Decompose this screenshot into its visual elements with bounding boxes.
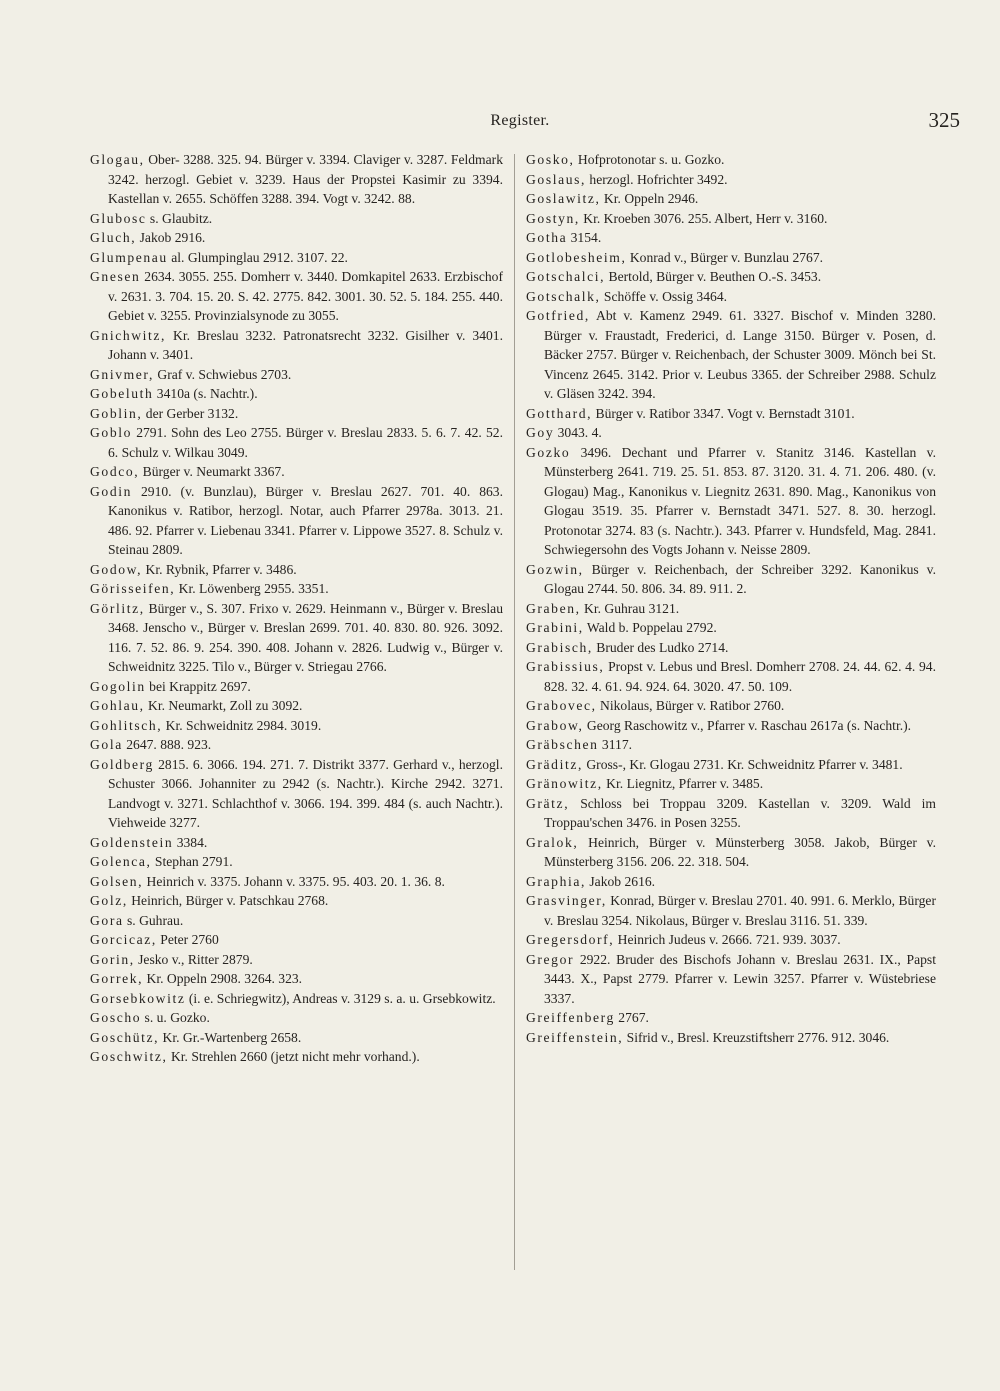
index-entry [90, 735, 503, 755]
entry-text: 2647. 888. 923. [122, 737, 212, 752]
entry-text: Bürger v. Neumarkt 3367. [139, 464, 285, 479]
entry-text: Kr. Kroeben 3076. 255. Albert, Herr v. 3160. [579, 210, 828, 226]
index-entry [90, 950, 503, 970]
index-entry [90, 872, 503, 892]
entry-text: Kr. Neumarkt, Zoll zu 3092. [144, 698, 303, 713]
entry-headword: Gohlau, [90, 698, 145, 713]
entry-text: Gross-, Kr. Glogau 2731. Kr. Schweidnitz Pfarrer v. 3481. [582, 756, 903, 772]
index-entry [526, 404, 936, 424]
entry-headword: Godco, [90, 464, 140, 479]
entry-headword: Goldberg [90, 756, 154, 772]
index-entry [90, 1047, 503, 1067]
index-entry [90, 267, 503, 326]
index-entry [526, 833, 936, 872]
entry-headword: Goschütz, [90, 1029, 160, 1045]
entry-headword: Grabow, [526, 717, 584, 733]
entry-text: 2767. [614, 1010, 649, 1025]
entry-text: Heinrich Judeus v. 2666. 721. 939. 3037. [614, 932, 841, 947]
left-column [90, 150, 503, 1067]
index-entry [526, 696, 936, 716]
index-entry [90, 579, 503, 599]
entry-text: Kr. Breslau 3232. Patronatsrecht 3232. Gisilher v. 3401. Johann v. 3401. [108, 327, 503, 362]
entry-headword: Glogau, [90, 152, 145, 167]
index-entry [90, 209, 503, 229]
entry-text: herzogl. Hofrichter 3492. [586, 171, 728, 187]
entry-text: Konrad v., Bürger v. Bunzlau 2767. [626, 249, 824, 265]
entry-text: 2815. 6. 3066. 194. 271. 7. Distrikt 3377. Gerhard v., herzogl. Schuster 3066. Johanniter zu 2942 (s. Nachtr.). Kirche 2942. 3271. Landvogt v. 3271. Schlachthof v. 3066. 194. 399. 484 (s. auch Nachtr.). Viehweide 3277. [108, 756, 503, 830]
index-entry [526, 755, 936, 775]
entry-text: Nikolaus, Bürger v. Ratibor 2760. [596, 698, 785, 713]
index-entry [526, 930, 936, 950]
entry-text: Konrad, Bürger v. Breslau 2701. 40. 991. 6. Merklo, Bürger v. Breslau 3254. Nikolaus, Bürger v. Breslau 3116. 51. 339. [544, 893, 936, 928]
entry-headword: Gräbschen [526, 737, 599, 752]
entry-text: Kr. Oppeln 2946. [600, 191, 699, 206]
index-entry [526, 287, 936, 307]
index-entry [526, 443, 936, 560]
entry-text: s. u. Gozko. [141, 1010, 210, 1025]
index-entry [526, 794, 936, 833]
index-entry [90, 326, 503, 365]
entry-headword: Grabisch, [526, 639, 593, 655]
column-divider [514, 154, 515, 1270]
entry-text: Kr. Löwenberg 2955. 3351. [175, 581, 329, 596]
entry-text: Wald b. Poppelau 2792. [583, 620, 717, 635]
entry-headword: Gorsebkowitz [90, 990, 186, 1006]
index-entry [526, 774, 936, 794]
entry-headword: Goblo [90, 425, 132, 440]
entry-headword: Goldenstein [90, 834, 174, 850]
entry-headword: Gostyn, [526, 210, 580, 226]
index-entry [90, 560, 503, 580]
entry-text: Kr. Schweidnitz 2984. 3019. [162, 717, 322, 733]
entry-headword: Gregersdorf, [526, 932, 615, 947]
entry-text: 3496. Dechant und Pfarrer v. Stanitz 3146. Kastellan v. Münsterberg 2641. 719. 25. 51. 853. 87. 3120. 31. 4. 71. 206. 480. (v. Glogau) Mag., Kanonikus v. Liegnitz 2631. 890. Mag., Kanonikus von Glogau 3519. 35. Pfarrer v. Bernstadt 3471. 527. 8. 30. herzogl. Protonotar 3274. 83 (s. Nachtr.). 343. Pfarrer v. Hundsfeld, Mag. 2841. Schwiegersohn des Vogts Johann v. Neisse 2809. [544, 444, 936, 557]
entry-headword: Gozwin, [526, 561, 584, 577]
entry-headword: Gozko [526, 444, 571, 460]
entry-text: Jesko v., Ritter 2879. [134, 951, 253, 967]
entry-text: s. Guhrau. [123, 912, 184, 928]
entry-text: Bürger v., S. 307. Frixo v. 2629. Heinmann v., Bürger v. Breslau 3468. Jenscho v., Bürger v. Breslan 2699. 701. 40. 830. 80. 926. 3092. 116. 7. 52. 86. 9. 254. 390. 408. Johann v. 2826. Ludwig v., Bürger v. Schweidnitz 3225. Tilo v., Bürger v. Striegau 2766. [108, 600, 503, 674]
entry-headword: Gotschalci, [526, 269, 606, 284]
entry-headword: Gosko, [526, 152, 575, 167]
index-entry [526, 248, 936, 268]
entry-text: Kr. Rybnik, Pfarrer v. 3486. [142, 561, 297, 577]
index-entry [90, 462, 503, 482]
entry-headword: Grabovec, [526, 698, 597, 713]
entry-headword: Gorcicaz, [90, 932, 157, 947]
entry-text: Bürger v. Reichenbach, der Schreiber 3292. Kanonikus v. Glogau 2744. 50. 806. 34. 89. 911. 2. [544, 561, 936, 596]
index-entry [90, 677, 503, 697]
index-entry [90, 716, 503, 736]
entry-headword: Golz, [90, 893, 128, 908]
index-entry [526, 891, 936, 930]
entry-headword: Gorin, [90, 951, 135, 967]
index-entry [526, 170, 936, 190]
index-entry [526, 657, 936, 696]
entry-text: Graf v. Schwiebus 2703. [153, 366, 292, 382]
entry-headword: Goschwitz, [90, 1049, 168, 1064]
entry-text: Heinrich, Bürger v. Münsterberg 3058. Jakob, Bürger v. Münsterberg 3156. 206. 22. 318. 504. [544, 834, 936, 869]
index-entry [90, 930, 503, 950]
entry-text: Sifrid v., Bresl. Kreuzstiftsherr 2776. 912. 3046. [623, 1029, 890, 1045]
entry-headword: Goslaus, [526, 171, 586, 187]
entry-text: Schloss bei Troppau 3209. Kastellan v. 3209. Wald im Troppau'schen 3476. in Posen 3255. [544, 795, 936, 830]
entry-headword: Greiffenstein, [526, 1029, 624, 1045]
entry-text: 3043. 4. [554, 425, 602, 440]
entry-text: al. Glumpinglau 2912. 3107. 22. [167, 249, 348, 265]
entry-headword: Gnivmer, [90, 366, 154, 382]
index-entry [90, 404, 503, 424]
entry-text: Abt v. Kamenz 2949. 61. 3327. Bischof v. Minden 3280. Bürger v. Fraustadt, Frederici, d. Lange 3150. Bürger v. Posen, d. Bäcker 2757. Bürger v. Reichenbach, der Schuster 3009. Mönch bei St. Vincenz 2645. 3142. Prior v. Leubus 3365. der Schreiber 2988. Schulz v. Gläsen 3242. 394. [544, 308, 936, 401]
entry-text: Kr. Guhrau 3121. [580, 600, 680, 616]
index-entry [526, 716, 936, 736]
entry-headword: Goblin, [90, 405, 143, 421]
index-entry [90, 423, 503, 462]
entry-headword: Grabini, [526, 620, 584, 635]
index-entry [526, 306, 936, 404]
index-entry [90, 852, 503, 872]
entry-text: Stephan 2791. [151, 854, 233, 869]
entry-headword: Gobeluth [90, 386, 154, 401]
entry-text: Schöffe v. Ossig 3464. [600, 288, 728, 304]
entry-text: 3384. [173, 834, 208, 850]
entry-text: Kr. Oppeln 2908. 3264. 323. [143, 971, 303, 986]
entry-headword: Gralok, [526, 834, 579, 850]
entry-headword: Gorrek, [90, 971, 144, 986]
entry-text: Kr. Strehlen 2660 (jetzt nicht mehr vorhand.). [167, 1049, 420, 1064]
index-entry [90, 755, 503, 833]
entry-headword: Glubosc [90, 210, 147, 226]
entry-text: 2634. 3055. 255. Domherr v. 3440. Domkapitel 2633. Erzbischof v. 2631. 3. 704. 15. 20. S. 42. 2775. 842. 3001. 30. 52. 5. 184. 255. 440. Gebiet v. 3255. Provinzialsynode zu 3055. [108, 269, 503, 323]
index-entry [90, 989, 503, 1009]
index-entry [90, 482, 503, 560]
entry-headword: Gogolin [90, 678, 146, 694]
entry-headword: Gora [90, 912, 124, 928]
entry-headword: Gregor [526, 951, 575, 967]
entry-headword: Gohlitsch, [90, 717, 163, 733]
entry-text: 3117. [598, 737, 633, 752]
entry-text: Jakob 2616. [585, 873, 656, 889]
index-entry [526, 423, 936, 443]
right-column [526, 150, 936, 1047]
entry-headword: Grätz, [526, 795, 570, 811]
index-entry [526, 1008, 936, 1028]
entry-headword: Gnesen [90, 269, 141, 284]
index-entry [526, 872, 936, 892]
index-entry [526, 638, 936, 658]
entry-text: s. Glaubitz. [146, 210, 213, 226]
index-entry [90, 1028, 503, 1048]
index-entry [526, 599, 936, 619]
entry-headword: Gotfried, [526, 308, 590, 323]
entry-headword: Grabissius, [526, 659, 605, 674]
entry-headword: Gola [90, 737, 123, 752]
index-entry [526, 267, 936, 287]
entry-headword: Godin [90, 483, 132, 499]
entry-text: Georg Raschowitz v., Pfarrer v. Raschau 2617a (s. Nachtr.). [583, 717, 912, 733]
entry-text: 2910. (v. Bunzlau), Bürger v. Breslau 2627. 701. 40. 863. Kanonikus v. Ratibor, herzogl. Notar, auch Pfarrer 2978a. 3013. 21. 486. 92. Pfarrer v. Liebenau 3341. Pfarrer v. Lippowe 3527. 8. Schulz v. Steinau 2809. [108, 483, 503, 557]
index-entry [526, 150, 936, 170]
page-number: 325 [928, 108, 960, 132]
entry-headword: Goy [526, 425, 555, 440]
entry-headword: Gotthard, [526, 405, 593, 421]
entry-headword: Glumpenau [90, 249, 168, 265]
entry-headword: Görisseifen, [90, 581, 176, 596]
index-entry [526, 1028, 936, 1048]
entry-text: bei Krappitz 2697. [145, 678, 251, 694]
entry-text: Ober- 3288. 325. 94. Bürger v. 3394. Claviger v. 3287. Feldmark 3242. herzogl. Gebiet v. 3239. Haus der Propstei Kasimir zu 3394. Kastellan v. 2655. Schöffen 3288. 394. Vogt v. 3242. 88. [108, 152, 503, 206]
entry-headword: Goscho [90, 1010, 142, 1025]
entry-text: 2922. Bruder des Bischofs Johann v. Breslau 2631. IX., Papst 3443. X., Papst 2779. Pfarrer v. Lewin 3257. Pfarrer v. Wüstebriese 3337. [544, 951, 936, 1006]
entry-text: Propst v. Lebus und Bresl. Domherr 2708. 24. 44. 62. 4. 94. 828. 32. 4. 61. 94. 924. 64. 3020. 47. 50. 109. [544, 659, 936, 694]
entry-text: 3154. [567, 230, 602, 245]
entry-text: der Gerber 3132. [142, 405, 239, 421]
index-entry [90, 1008, 503, 1028]
entry-headword: Gräditz, [526, 756, 583, 772]
index-entry [526, 735, 936, 755]
running-head: Register. [490, 112, 550, 129]
entry-headword: Gluch, [90, 230, 137, 245]
index-entry [526, 228, 936, 248]
entry-text: (i. e. Schriegwitz), Andreas v. 3129 s. a. u. Grsebkowitz. [185, 990, 496, 1006]
entry-text: Bertold, Bürger v. Beuthen O.-S. 3453. [605, 269, 822, 284]
index-entry [526, 618, 936, 638]
entry-headword: Goslawitz, [526, 191, 601, 206]
index-entry [90, 384, 503, 404]
index-entry [526, 189, 936, 209]
entry-headword: Gotha [526, 230, 568, 245]
index-entry [90, 150, 503, 209]
entry-text: Kr. Liegnitz, Pfarrer v. 3485. [602, 776, 764, 791]
index-entry [90, 969, 503, 989]
index-entry [526, 560, 936, 599]
entry-headword: Golsen, [90, 873, 144, 889]
entry-headword: Görlitz, [90, 600, 145, 616]
entry-headword: Grasvinger, [526, 893, 607, 908]
entry-headword: Golenca, [90, 854, 152, 869]
entry-headword: Greiffenberg [526, 1010, 615, 1025]
entry-text: Bruder des Ludko 2714. [592, 639, 729, 655]
entry-headword: Graben, [526, 600, 581, 616]
index-entry [90, 833, 503, 853]
entry-text: Peter 2760 [156, 932, 219, 947]
entry-text: Hofprotonotar s. u. Gozko. [574, 152, 725, 167]
entry-headword: Gotschalk, [526, 288, 601, 304]
index-entry [90, 911, 503, 931]
page-header [0, 108, 1000, 138]
entry-headword: Gotlobesheim, [526, 249, 627, 265]
index-entry [90, 599, 503, 677]
index-entry [526, 209, 936, 229]
index-entry [90, 228, 503, 248]
index-entry [90, 696, 503, 716]
entry-text: 3410a (s. Nachtr.). [153, 386, 258, 401]
entry-text: Jakob 2916. [136, 230, 206, 245]
index-entry [90, 248, 503, 268]
entry-headword: Godow, [90, 561, 143, 577]
entry-text: Kr. Gr.-Wartenberg 2658. [159, 1029, 302, 1045]
entry-text: Heinrich, Bürger v. Patschkau 2768. [127, 893, 329, 908]
entry-text: 2791. Sohn des Leo 2755. Bürger v. Breslau 2833. 5. 6. 7. 42. 52. 6. Schulz v. Wilkau 3049. [108, 425, 503, 460]
entry-text: Heinrich v. 3375. Johann v. 3375. 95. 403. 20. 1. 36. 8. [143, 873, 445, 889]
entry-text: Bürger v. Ratibor 3347. Vogt v. Bernstadt 3101. [592, 405, 855, 421]
entry-headword: Gnichwitz, [90, 327, 167, 343]
index-entry [90, 891, 503, 911]
entry-headword: Graphia, [526, 873, 586, 889]
index-entry [90, 365, 503, 385]
entry-headword: Gränowitz, [526, 776, 603, 791]
index-entry [526, 950, 936, 1009]
